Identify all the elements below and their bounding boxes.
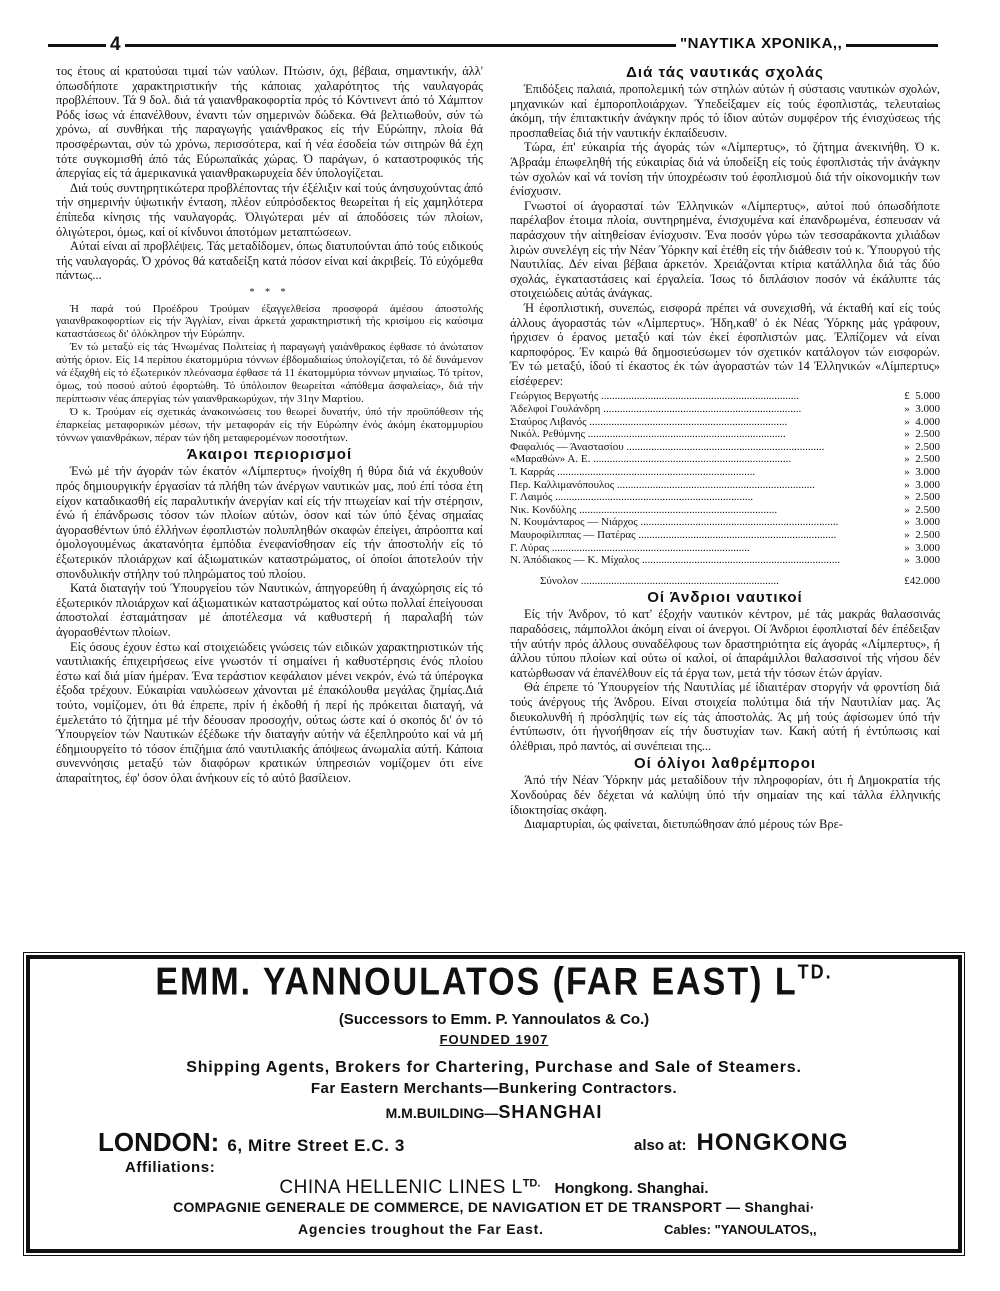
currency-mark: »: [904, 403, 910, 416]
also-at-label: also at:: [634, 1137, 687, 1154]
paragraph: Ή έφοπλιστική, συνεπώς, εισφορά πρέπει νά συνεχισθή, νά έκταθή καί είς τούς άλλους άγοραστάς τών «Λίμπερτυς». Ήδη,καθ' ό έκ Νέας Ύόρκης μάς γράφουν, ήρχισεν ό έρανος μεταξύ καί τών έκεί έφοπλιστών μας. Έλπίζομεν νά είναι καρποφόρος. Έν καιρώ θά δημοσιεύσωμεν τόν σχετικόν κατάλογον τών εισφορών. Έν τώ μεταξύ, ίδού τί έκαστος έκ τών άγοραστών τών 14 Έλληνικών «Λίμπερτυς» είσέφερεν:: [510, 300, 940, 388]
contributor-name: [510, 516, 904, 529]
currency-mark: »: [904, 466, 910, 479]
contribution-row: [510, 529, 940, 542]
contributor-name: [510, 453, 904, 466]
contributor-name-text: Ν. Κουμάνταρος — Νιάρχος .....: [510, 516, 838, 528]
contributor-name-text: Σύνολον .....: [510, 575, 779, 587]
contributor-name: [510, 567, 904, 588]
advertisement-box: [26, 955, 962, 1253]
paragraph: Είς τήν Άνδρον, τό κατ' έξοχήν ναυτικόν κέντρον, μέ τάς μακράς θαλασσινάς παραδόσεις, πάμπολλοι άκόμη είναι οί άνεργοι. Οί Άνδριοι έφοπλισταί δέν έπέδειξαν τήν αύτήν πρός άλλους συναδέλφους των δραστηριότητα είς άγοράς «Λίμπερτυς», ή άλλου τύπου πλοίων καί ούτω οί καλοί, οί άπαράμιλλοι θαλασσινοί τής νήσου δέν κατώρθωσαν νά έπανέλθουν είς τά έργα των, μετά τήν τόσων έτών άργίαν.: [510, 607, 940, 680]
building-text: M.M.BUILDING—: [385, 1105, 499, 1121]
city-text: SHANGHAI: [498, 1102, 603, 1122]
paragraph: Είς όσους έχουν έστω καί στοιχειώδεις γνώσεις τών ειδικών χαρακτηριστικών τής ναυτιλιακής έπιχειρήσεως είνε γνωστόν τί σημαίνει ή καθυστέρησις ένός πλοίου έστω καί διά μίαν ήμέραν. Ένα τεράστιον κεφάλαιον μένει νεκρόν, ένώ τά ύπέρογκα έξοδα τρέχουν. Εύκαιρίαι ναυλώσεων χάνονται μέ έπακόλουθα μεγάλας ζημίας.Διά τούτο, νομίζομεν, ότι θά έπρεπε, πρίν ή έκδοθή ή περί ής πρόκειται διαταγή, νά έμελετάτο τό ζήτημα μέ τήν δέουσαν προσοχήν, ούτως ώστε καί ό σκοπός δι' όν τό Ύπουργείον τών Ναυτικών έξέδωκε τήν διαταγήν αύτήν νά έξεπληρούτο καί νά μή έδημιουργείτο τό τόσον έπιζήμια άπό ναυτιλιακής άπόψεως άνωμαλία αύτή. Κάποια συνεννόησις μεταξύ τών διαφόρων κρατικών ύπηρεσιών νομίζομεν ότι είνε άπαραίτητος, έφ' όσον όλαι άνήκουν είς τό αύτό βασίλειον.: [56, 639, 483, 785]
currency-mark: »: [904, 453, 910, 466]
section-divider: * * *: [249, 286, 290, 298]
paragraph: Έπιδόξεις παλαιά, προπολεμική τών στηλών αύτών ή σύστασις ναυτικών σχολών, μηχανικών καί έμποροπλοιάρχων. Ύπεδείξαμεν είς τούς έφοπλιστάς, τελευταίως άκόμη, τήν έπιτακτικήν άνάγκην πρός τό ίδιον αύτών συμφέρον τής ένισχύσεως τής προσπαθείας διά τήν ναυτικήν έκπαίδευσιν.: [510, 82, 940, 140]
currency-mark: £: [904, 574, 910, 587]
london-label: LONDON:: [98, 1127, 220, 1157]
china-cities: Hongkong. Shanghai.: [554, 1180, 709, 1197]
contribution-row: [510, 416, 940, 429]
contribution-amount: 2.500: [915, 440, 940, 453]
china-sup: TD.: [522, 1177, 541, 1190]
paragraph: Αύταί είναι αί προβλέψεις. Τάς μεταδίδομεν, όπως διατυπούνται άπό τούς ειδικούς τής ναυλαγοράς. Ό χρόνος θά καταδείξη κατά πόσον είναι καί άκριβείς. Τό εύχόμεθα πάντως...: [56, 239, 483, 283]
contribution-row: [510, 390, 940, 403]
contribution-amount: 3.000: [915, 516, 940, 529]
paragraph: Κατά διαταγήν τού Ύπουργείου τών Ναυτικών, άπηγορεύθη ή άναχώρησις είς τό έξωτερικόν πλοιάρχων καί άξιωματικών καταστρώματος καί ούτω πολλαί έπείγουσαι άποστολαί έσταμάτησαν μέ άποτέλεσμα νά καθυστερή ή παραλαβή τών άγορασθέντων πλοίων.: [56, 581, 483, 639]
contribution-row: [510, 466, 940, 479]
currency-mark: »: [904, 541, 910, 554]
contributor-name: [510, 390, 904, 403]
contribution-amount: 3.000: [915, 478, 940, 491]
contributor-name-text: Νικόλ. Ρεθύμνης .....: [510, 428, 786, 440]
contribution-amount: 4.000: [915, 415, 940, 428]
contributor-name: [510, 441, 904, 454]
currency-mark: »: [904, 491, 910, 504]
contribution-amount: 3.000: [915, 466, 940, 479]
currency-mark: »: [904, 503, 910, 516]
contribution-amount: 3.000: [915, 403, 940, 416]
headline-andrioi: Οί Άνδριοι ναυτικοί: [647, 589, 803, 607]
contribution-total-row: [510, 567, 940, 588]
contributor-name-text: Ί. Καρράς .....: [510, 466, 755, 478]
paragraph: Ό κ. Τρούμαν είς σχετικάς άνακοινώσεις του θεωρεί δυνατήν, ύπό τήν προϋπόθεσιν τής έπαρκείας μεταφορικών μέσων, τήν μεταφοράν είς τήν Εύρώπην ένός άκόμη έκατομμυρίου τόννων γαιανθράκων, πέραν τών ήδη μεταφερομένων ποσοτήτων.: [56, 405, 483, 444]
ad-services: Shipping Agents, Brokers for Chartering, Purchase and Sale of Steamers.: [186, 1059, 802, 1076]
contribution-row: [510, 516, 940, 529]
london-address: 6, Mitre Street E.C. 3: [227, 1136, 405, 1155]
contribution-amount: 2.500: [915, 503, 940, 516]
contribution-amount: 3.000: [915, 554, 940, 567]
contribution-amount: 2.500: [915, 529, 940, 541]
contributor-name: [510, 542, 904, 555]
left-column: [56, 64, 483, 786]
currency-mark: »: [904, 478, 910, 491]
contributor-name: [510, 554, 904, 567]
contributor-name: [510, 491, 904, 504]
paragraph: Άπό τήν Νέαν Ύόρκην μάς μεταδίδουν τήν πληροφορίαν, ότι ή Δημοκρατία τής Χονδούρας δέν δέχεται νά καλύψη ύπό τήν σημαίαν της καί τάλλα έλληνικής ίδιοκτησίας σκάφη.: [510, 773, 940, 817]
contribution-row: [510, 542, 940, 555]
contribution-row: [510, 441, 940, 454]
ad-cables: Cables: "YANOULATOS,,: [664, 1222, 817, 1237]
journal-title: "ΝΑΥΤΙΚΑ ΧΡΟΝΙΚΑ,,: [676, 35, 846, 52]
contributor-name-text: Φαφαλιός — Άναστασίου .....: [510, 441, 824, 453]
contributor-name: [510, 479, 904, 492]
paragraph: Έν τώ μεταξύ είς τάς Ήνωμένας Πολιτείας ή παραγωγή γαιάνθρακος έφθασε τό άνώτατον αύτής όριον. Είς 14 περίπου έκατομμύρια τόννων έβδομαδιαίως ύπολογίζεται, τό δέ δυνάμενον νά έξαχθή είς τό έξωτερικόν πλεόνασμα έφθασε τά 11 έκατομμύρια τόννων μηνιαίως. Τό τρίτον, όμως, τού ποσού αύτού έφορτώθη. Τό ύπόλοιπον θεωρείται «άπόθεμα άσφαλείας», διά τήν περίπτωσιν νέας άπεργίας τών γαιανθρακωρύχων, τήν 31ην Μαρτίου.: [56, 341, 483, 405]
contribution-amount: 3.000: [915, 541, 940, 554]
currency-mark: »: [904, 440, 910, 453]
headline-sxoles: Διά τάς ναυτικάς σχολάς: [626, 64, 824, 81]
contributor-name-text: Περ. Καλλιμανόπουλος .....: [510, 479, 815, 491]
header-rule-left: [48, 44, 110, 47]
contribution-amount: 5.000: [915, 390, 940, 403]
company-text: EMM. YANNOULATOS (FAR EAST) L: [155, 960, 798, 1004]
page-header: [48, 34, 938, 56]
contributor-name-text: Μαυροφίλιππας — Πατέρας .....: [510, 529, 836, 541]
ad-company-name: [30, 960, 958, 1005]
contributor-name: [510, 529, 904, 542]
ad-china-hellenic: [30, 1177, 958, 1199]
contributions-table: [510, 390, 940, 587]
headline-akairoi: Άκαιροι περιορισμοί: [186, 446, 353, 464]
paragraph: Διαμαρτυρίαι, ώς φαίνεται, διετυπώθησαν άπό μέρους τών Βρε-: [524, 817, 843, 832]
contribution-amount: 2.500: [915, 491, 940, 504]
contributor-name-text: Γ. Λύρας .....: [510, 542, 750, 554]
contributor-name: [510, 504, 904, 517]
contributor-name: [510, 416, 904, 429]
contributor-name-text: Σταύρος Λιβανός .....: [510, 416, 787, 428]
contribution-amount: 2.500: [915, 428, 940, 441]
ad-also-at: [634, 1129, 849, 1157]
contributor-name-text: Ν. Άπόδιακος — Κ. Μίχαλος .....: [510, 554, 840, 566]
contributor-name: [510, 466, 904, 479]
company-sup: TD.: [797, 960, 833, 984]
ad-founded: FOUNDED 1907: [439, 1032, 549, 1047]
ad-london: [98, 1127, 405, 1158]
ad-building: [30, 1102, 958, 1123]
contributor-name-text: Γεώργιος Βεργωτής .....: [510, 390, 799, 402]
contributor-name-text: Άδελφοί Γουλάνδρη .....: [510, 403, 801, 415]
currency-mark: »: [904, 529, 910, 541]
contribution-row: [510, 554, 940, 567]
contribution-row: [510, 504, 940, 517]
ad-successors: (Successors to Emm. P. Yannoulatos & Co.): [338, 1011, 650, 1028]
ad-affiliations: Affiliations:: [125, 1159, 216, 1176]
contribution-row: [510, 403, 940, 416]
contribution-row: [510, 479, 940, 492]
ad-agencies: Agencies troughout the Far East.: [298, 1221, 544, 1237]
paragraph: Διά τούς συντηρητικώτερα προβλέποντας τήν έξέλιξιν καί τούς άνησυχούντας άπό τήν σημερινήν ύψωτικήν ένταση, πλέον εύπρόσδεκτος θεωρείται ή είς χαμηλότερα έπίπεδα κίνησις τής ναυλαγοράς. Όλιγώτεραι μέν αί άποδόσεις τών πλοίων, όλιγώτεροι, όμως, καί οί κίνδυνοι άποτόμων μεταπτώσεων.: [56, 180, 483, 239]
currency-mark: »: [904, 554, 910, 567]
contribution-row: [510, 428, 940, 441]
page-number: 4: [106, 34, 125, 56]
contributor-name: [510, 403, 904, 416]
ad-far-east: Far Eastern Merchants—Bunkering Contractors.: [310, 1080, 678, 1097]
contributor-name-text: Νικ. Κονδύλης .....: [510, 504, 777, 516]
china-hellenic-text: CHINA HELLENIC LINES L: [279, 1177, 523, 1198]
currency-mark: »: [904, 428, 910, 441]
contribution-row: [510, 491, 940, 504]
contributor-name-text: «Μαραθών» Α. Ε. .....: [510, 453, 791, 465]
contribution-amount: 42.000: [909, 574, 940, 587]
paragraph: Ένώ μέ τήν άγοράν τών έκατόν «Λίμπερτυς» ήνοίχθη ή θύρα διά νά έκχυθούν πρός δημιουργικήν έργασίαν τά πλήθη τών άνέργων ναυτικών μας, πού έπί τόσα έτη είχον καταδικασθή είς παραλυτικήν άνεργίαν καί είς τήν πτωχείαν καί τήν στέρησιν, ένώ ή έπάνδρωσις τόσον τών πλοίων αύτών, όσον καί τών ύπό ξένας σημαίας άγορασθέντων ύπό έλλήνων έφοπλιστών πολυπληθών σκαφών έπείγει, άπρόοπτα καί όμολογουμένως άκατανόητα έμπόδια ένεφανίσθησαν είς τήν άποστολήν είς τό έξωτερικόν πλοιάρχων καί άξιωματικών καταστρώματος, οί όποίοι άποτελούν τήν σπονδυλικήν στήλην τού πληρώματος τού πλοίου.: [56, 464, 483, 581]
ad-compagnie: COMPAGNIE GENERALE DE COMMERCE, DE NAVIGATION ET DE TRANSPORT — Shanghai·: [173, 1199, 815, 1215]
contribution-amount: 2.500: [915, 453, 940, 466]
currency-mark: »: [904, 415, 910, 428]
paragraph: Τώρα, έπ' εύκαιρία τής άγοράς τών «Λίμπερτυς», τό ζήτημα άνεκινήθη. Ό κ. Άβραάμ έπωφεληθή τής εύκαιρίας διά νά ύποδείξη είς τούς έφοπλιστάς τήν άνάγκην τών σχολών καί νά τονίση τήν ύποχρέωσιν τού έφοπλισμού διά τήν οίκονομικήν των ένίσχυσιν.: [510, 140, 940, 199]
headline-lathremporoi: Οί όλίγοι λαθρέμποροι: [633, 755, 817, 773]
paragraph: τος έτους αί κρατούσαι τιμαί τών ναύλων. Πτώσιν, όχι, βέβαια, σημαντικήν, άλλ' όπωσδήποτε χαρακτηριστικήν τής κάποιας χαλαρότητος τής ναυλαγοράς προβλέπουν. Τά 9 δολ. διά τά γαιανθρακοφορτία πρός τό Κόντινεντ άπό τό Χάμπτον Ρόδς ίσως νά έπανέλθουν, έναντι τών σημερινών δώδεκα. Θά βελτιωθούν, σύν τώ χρόνω, αί συνθήκαι τής παραγωγής γαιάνθρακος είς τήν Εύρώπην, πλοία θά προσφέρωνται, σύν τώ χρόνω, περισσότερα, καί ή νέα έσοδεία τών σιτηρών θά έχη τότε συγκομισθή άπό τάς Εύρωπαϊκάς χώρας. Ό παράγων, ό καταστροφικός τής άπεργίας είς τά άμερικανικά γαιανθρακωρυχεία δέν ύπολογίζεται.: [56, 64, 483, 181]
paragraph: Ή παρά τού Προέδρου Τρούμαν έξαγγελθείσα προσφορά άμέσου άποστολής γαιανθρακοφορτίων είς τήν Άγγλίαν, είναι άρκετά χαρακτηριστική τής κρισίμου είς καύσιμα καταστάσεως δι' όλόκληρον τήν Εύρώπην.: [56, 302, 483, 341]
contribution-row: [510, 453, 940, 466]
currency-mark: »: [904, 516, 910, 529]
paragraph: Θά έπρεπε τό Ύπουργείον τής Ναυτιλίας μέ ίδιαιτέραν στοργήν νά φροντίση διά τούς άνέργους τής Άνδρου. Είναι στοιχεία πολύτιμα διά τήν Ναυτιλίαν μας. Άς διευκολυνθή ή πρόσληψίς των είς τάς άποστολάς. Άς μή τούς άφίσωμεν ύπό τήν έντύπωσιν, ότι ήγνοήθησαν είς τήν δυστυχίαν των. Κακή αύτή ή έντύπωσις καί όλέθριαι, πρό παντός, αί συνέπειαι της...: [510, 680, 940, 753]
contributor-name-text: Γ. Λαιμός .....: [510, 491, 753, 503]
contributor-name: [510, 428, 904, 441]
right-column: [510, 64, 940, 832]
currency-mark: £: [904, 390, 910, 403]
hongkong-text: HONGKONG: [696, 1129, 849, 1156]
paragraph: Γνωστοί οί άγορασταί τών Έλληνικών «Λίμπερτυς», αύτοί πού όπωσδήποτε παρέλαβον έτοιμα πλοία, συντηρημένα, ένισχυμένα καί έπανδρωμένα, έσπευσαν νά παράσχουν τήν αίτηθείσαν ένίσχυσιν. Ένα ποσόν γύρω τών τεσσαράκοντα χιλιάδων λιρών συνελέγη είς τήν Νέαν Ύόρκην καί έτέθη είς τήν διάθεσιν τού κ. Ύπουργού τής Ναυτιλίας. Δέν είναι βέβαια άρκετόν. Χρειάζονται κτίρια κατάλληλα διά τάς δύο σχολάς, έγκαταστάσεις καί έργαλεία. Ίσως τό διπλάσιον ποσόν νά έκάλυπτε τάς στοιχειώδεις αύτάς άνάγκας.: [510, 198, 940, 301]
